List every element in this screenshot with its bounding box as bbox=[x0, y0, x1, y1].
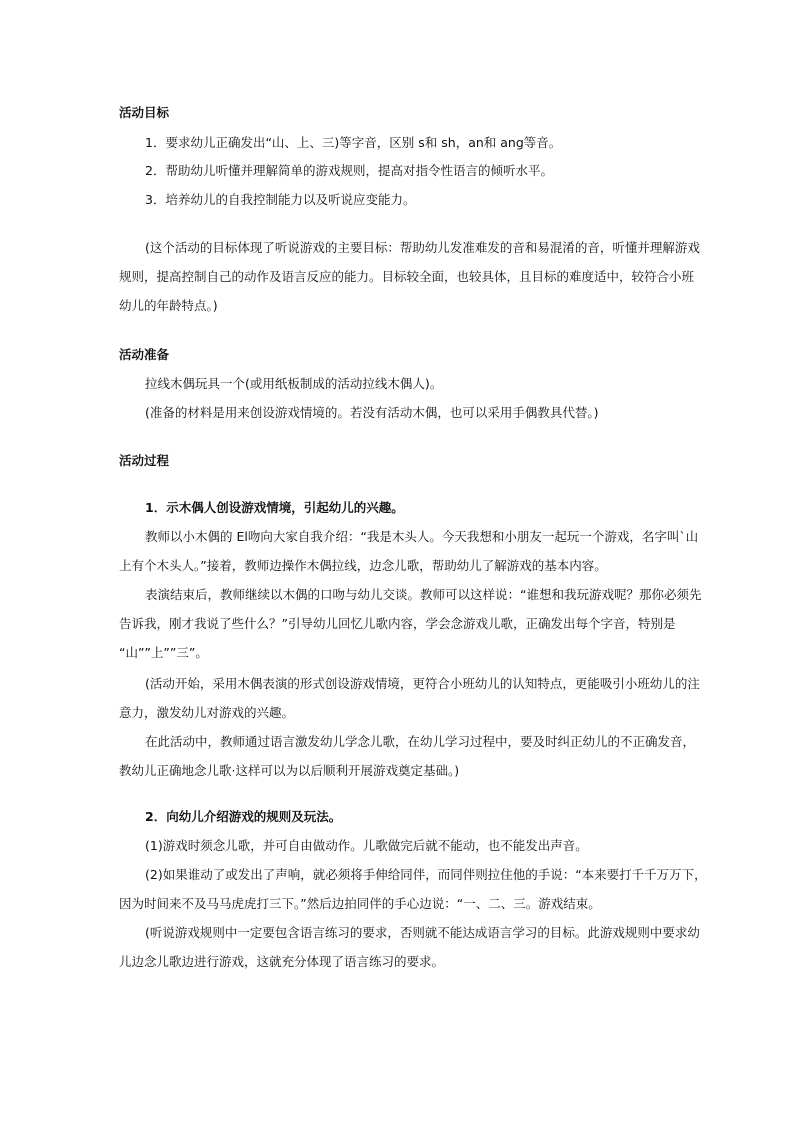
step1-line: 告诉我，刚才我说了些什么？”引导幼儿回忆儿歌内容，学会念游戏儿歌，正确发出每个字音，特别是 bbox=[119, 616, 676, 631]
step2-line: (听说游戏规则中一定要包含语言练习的要求，否则就不能达成语言学习的目标。此游戏规则中要求幼 bbox=[145, 925, 700, 940]
step2-title: 2．向幼儿介绍游戏的规则及玩法。 bbox=[145, 809, 342, 824]
goal-item: 2．帮助幼儿听懂并理解简单的游戏规则，提高对指令性语言的倾听水平。 bbox=[145, 163, 553, 178]
step1-line: 在此活动中，教师通过语言激发幼儿学念儿歌，在幼儿学习过程中，要及时纠正幼儿的不正确发音， bbox=[145, 734, 696, 749]
process-heading: 活动过程 bbox=[119, 453, 170, 468]
step1-line: 教师以小木偶的 El吻向大家自我介绍：“我是木头人。今天我想和小朋友一起玩一个游戏，名字叫`山 bbox=[145, 529, 699, 544]
prep-heading: 活动准备 bbox=[119, 347, 170, 362]
goals-comment-line: 规则，提高控制自己的动作及语言反应的能力。目标较全面，也较具体，且目标的难度适中，较符合小班 bbox=[119, 269, 695, 284]
goals-heading: 活动目标 bbox=[119, 105, 170, 120]
step2-line: (1)游戏时须念儿歌，并可自由做动作。儿歌做完后就不能动，也不能发出声音。 bbox=[145, 838, 588, 853]
step2-line: (2)如果谁动了或发出了声响，就必须将手伸给同伴，而同伴则拉住他的手说：“本来要打千千万万下， bbox=[145, 867, 707, 882]
goals-comment-line: 幼儿的年龄特点。) bbox=[119, 298, 218, 313]
prep-line: 拉线木偶玩具一个(或用纸板制成的活动拉线木偶人)。 bbox=[145, 376, 443, 391]
goal-item: 3．培养幼儿的自我控制能力以及听说应变能力。 bbox=[145, 192, 416, 207]
step1-line: 意力，激发幼儿对游戏的兴趣。 bbox=[119, 705, 295, 720]
step1-line: 教幼儿正确地念儿歌·这样可以为以后顺利开展游戏奠定基础。) bbox=[119, 763, 460, 778]
step2-line: 儿边念儿歌边进行游戏，这就充分体现了语言练习的要求。 bbox=[119, 954, 445, 969]
prep-line: (准备的材料是用来创设游戏情境的。若没有活动木偶，也可以采用手偶教具代替。) bbox=[145, 405, 599, 420]
step1-line: “山””上””三”。 bbox=[119, 645, 208, 660]
step1-title: 1．示木偶人创设游戏情境，引起幼儿的兴趣。 bbox=[145, 500, 404, 515]
step1-line: (活动开始，采用木偶表演的形式创设游戏情境，更符合小班幼儿的认知特点，更能吸引小班幼儿的注 bbox=[145, 676, 700, 691]
goal-item: 1．要求幼儿正确发出“山、上、三)等字音，区别 s和 sh，an和 ang等音。 bbox=[145, 135, 562, 150]
step2-line: 因为时间来不及马马虎虎打三下。”然后边拍同伴的手心边说：“一、二、三。游戏结束。 bbox=[119, 896, 601, 911]
goals-comment-line: (这个活动的目标体现了听说游戏的主要目标：帮助幼儿发准难发的音和易混淆的音，听懂并理解游戏 bbox=[145, 240, 700, 255]
step1-line: 上有个木头人。”接着，教师边操作木偶拉线，边念儿歌，帮助幼儿了解游戏的基本内容。 bbox=[119, 558, 607, 573]
step1-line: 表演结束后，教师继续以木偶的口吻与幼儿交谈。教师可以这样说：“谁想和我玩游戏呢？那你必须先 bbox=[145, 587, 702, 602]
